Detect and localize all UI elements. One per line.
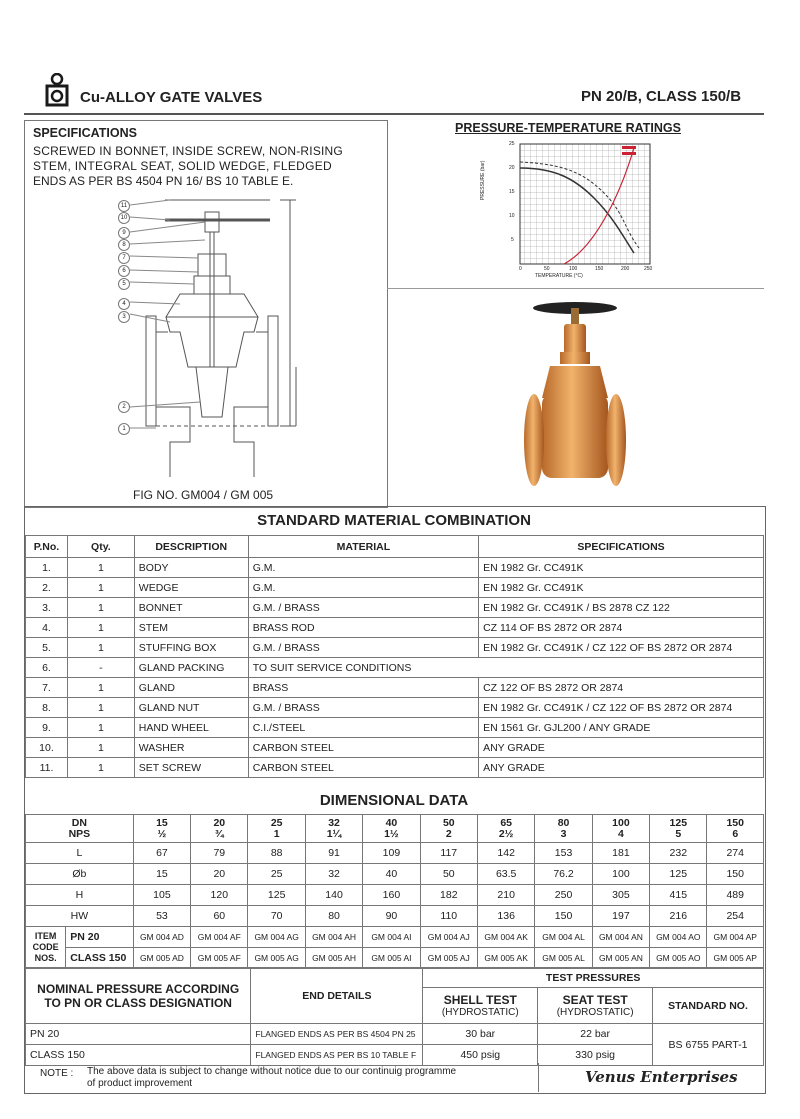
table-row	[26, 598, 764, 618]
dim-value: 125	[248, 885, 305, 906]
chart-ytick: 5	[511, 237, 514, 243]
item-code: GM 005 AI	[363, 948, 420, 969]
cell-description: BODY	[134, 558, 248, 578]
cell-description: WASHER	[134, 738, 248, 758]
table-row	[26, 864, 764, 885]
item-code: GM 004 AI	[363, 927, 420, 948]
cell-qty: 1	[67, 738, 134, 758]
item-code: GM 004 AH	[305, 927, 362, 948]
table-row	[26, 718, 764, 738]
ratings-divider	[387, 288, 764, 289]
standard-no-value: BS 6755 PART-1	[653, 1024, 764, 1066]
cell-material: G.M. / BRASS	[248, 598, 478, 618]
table-row	[26, 885, 764, 906]
cell-pno: 8.	[26, 698, 68, 718]
spec-line: STEM, INTEGRAL SEAT, SOLID WEDGE, FLEDGED	[33, 159, 333, 173]
item-code: GM 005 AD	[133, 948, 190, 969]
dim-value: 254	[707, 906, 764, 927]
cell-pno: 5.	[26, 638, 68, 658]
dim-value: 50	[420, 864, 477, 885]
dim-value: 90	[363, 906, 420, 927]
cell-description: GLAND	[134, 678, 248, 698]
nps-value: 5	[675, 827, 682, 840]
note-divider	[538, 1063, 539, 1092]
nps-value: 1	[273, 827, 280, 840]
nominal-value: PN 20	[26, 1024, 251, 1045]
cell-pno: 1.	[26, 558, 68, 578]
item-code: GM 005 AO	[650, 948, 707, 969]
dim-value: 216	[650, 906, 707, 927]
table-row	[26, 678, 764, 698]
dim-value: 79	[191, 843, 248, 864]
chart-xlabel: TEMPERATURE (°C)	[535, 273, 583, 279]
nps-value: 1¼	[326, 827, 342, 840]
table-row	[26, 698, 764, 718]
cell-pno: 10.	[26, 738, 68, 758]
dim-label: HW	[26, 906, 134, 927]
item-code: GM 004 AJ	[420, 927, 477, 948]
chart-xtick: 50	[544, 266, 550, 272]
standard-no-heading: STANDARD NO.	[653, 988, 764, 1024]
cell-description: HAND WHEEL	[134, 718, 248, 738]
dim-value: 109	[363, 843, 420, 864]
hydrostatic-label: (HYDROSTATIC)	[441, 1007, 519, 1018]
item-code: GM 004 AL	[535, 927, 592, 948]
dim-value: 415	[650, 885, 707, 906]
cell-specification: CZ 114 OF BS 2872 OR 2874	[479, 618, 764, 638]
material-table	[25, 535, 764, 778]
item-code: GM 005 AJ	[420, 948, 477, 969]
dn-label: DN	[71, 816, 87, 829]
chart-ytick: 10	[509, 213, 515, 219]
table-row	[26, 843, 764, 864]
dn-value: 125	[669, 816, 688, 829]
pressure-class: PN 20/B, CLASS 150/B	[581, 88, 742, 105]
cell-qty: 1	[67, 758, 134, 778]
dim-value: 142	[477, 843, 534, 864]
item-code: GM 005 AL	[535, 948, 592, 969]
cell-material: C.I./STEEL	[248, 718, 478, 738]
spec-line: ENDS AS PER BS 4504 PN 16/ BS 10 TABLE E.	[33, 174, 294, 188]
cell-description: BONNET	[134, 598, 248, 618]
cell-qty: 1	[67, 598, 134, 618]
callout-number: 10	[118, 212, 130, 224]
callout-number: 3	[118, 311, 130, 323]
shell-test-label: SHELL TEST	[443, 993, 517, 1007]
seat-test-value: 22 bar	[538, 1024, 653, 1045]
item-code: GM 004 AP	[707, 927, 764, 948]
table-row	[26, 558, 764, 578]
nominal-value: CLASS 150	[26, 1045, 251, 1066]
dn-nps-header	[26, 815, 134, 843]
cell-material: CARBON STEEL	[248, 738, 478, 758]
seat-test-value: 330 psig	[538, 1045, 653, 1066]
note-text: The above data is subject to change without notice due to our continuig programme	[87, 1066, 457, 1077]
dim-value: 197	[592, 906, 649, 927]
cell-qty: 1	[67, 698, 134, 718]
item-code: GM 004 AN	[592, 927, 649, 948]
cell-pno: 3.	[26, 598, 68, 618]
cell-qty: 1	[67, 578, 134, 598]
callout-number: 9	[118, 227, 130, 239]
dim-value: 274	[707, 843, 764, 864]
cell-specification: CZ 122 OF BS 2872 OR 2874	[479, 678, 764, 698]
ratings-heading: PRESSURE-TEMPERATURE RATINGS	[455, 121, 681, 135]
callout-number: 7	[118, 252, 130, 264]
spec-line: SCREWED IN BONNET, INSIDE SCREW, NON-RISING	[33, 144, 343, 158]
code-row-label: PN 20	[66, 927, 133, 948]
cell-qty: 1	[67, 618, 134, 638]
cell-pno: 7.	[26, 678, 68, 698]
table-row	[26, 578, 764, 598]
dn-value: 25	[270, 816, 283, 829]
dim-value: 136	[477, 906, 534, 927]
callout-number: 8	[118, 239, 130, 251]
dimensional-table	[25, 814, 764, 969]
end-details-heading: END DETAILS	[251, 968, 423, 1024]
shell-test-heading	[423, 988, 538, 1024]
chart-xtick: 200	[621, 266, 630, 272]
figure-number: FIG NO. GM004 / GM 005	[133, 488, 274, 502]
item-code-label: ITEM CODE NOS.	[26, 927, 66, 969]
dimensional-table-title: DIMENSIONAL DATA	[319, 792, 469, 809]
dim-value: 88	[248, 843, 305, 864]
pressure-table	[25, 967, 764, 1066]
dim-value: 91	[305, 843, 362, 864]
cell-qty: 1	[67, 638, 134, 658]
dim-value: 32	[305, 864, 362, 885]
dn-value: 50	[442, 816, 455, 829]
nominal-pressure-heading: NOMINAL PRESSURE ACCORDING TO PN OR CLASS DESIGNATION	[26, 968, 251, 1024]
dim-value: 70	[248, 906, 305, 927]
dim-value: 76.2	[535, 864, 592, 885]
dn-value: 40	[385, 816, 398, 829]
cell-material: CARBON STEEL	[248, 758, 478, 778]
dim-value: 140	[305, 885, 362, 906]
col-header-pno: P.No.	[26, 536, 68, 558]
item-code: GM 004 AK	[477, 927, 534, 948]
table-row	[26, 1024, 764, 1045]
dim-value: 117	[420, 843, 477, 864]
size-col	[477, 815, 534, 843]
table-row	[26, 948, 764, 969]
table-row	[26, 927, 764, 948]
nps-value: ¾	[214, 827, 224, 840]
table-row	[26, 738, 764, 758]
size-col	[248, 815, 305, 843]
callout-number: 11	[118, 200, 130, 212]
dim-value: 120	[191, 885, 248, 906]
code-row-label: CLASS 150	[66, 948, 133, 969]
nps-label: NPS	[68, 827, 91, 840]
cell-description: GLAND PACKING	[134, 658, 248, 678]
dim-value: 40	[363, 864, 420, 885]
dim-value: 25	[248, 864, 305, 885]
cell-qty: 1	[67, 558, 134, 578]
chart-ytick: 25	[509, 141, 515, 147]
size-col	[592, 815, 649, 843]
cell-pno: 11.	[26, 758, 68, 778]
cell-description: STEM	[134, 618, 248, 638]
dim-value: 80	[305, 906, 362, 927]
nps-value: ½	[157, 827, 167, 840]
cell-pno: 4.	[26, 618, 68, 638]
seat-test-heading	[538, 988, 653, 1024]
dim-value: 110	[420, 906, 477, 927]
callout-number: 4	[118, 298, 130, 310]
chart-ytick: 15	[509, 189, 515, 195]
brand-signature: Venus Enterprises	[585, 1068, 738, 1086]
dn-value: 65	[500, 816, 512, 829]
item-code: GM 004 AO	[650, 927, 707, 948]
dim-label: H	[26, 885, 134, 906]
item-code: GM 005 AK	[477, 948, 534, 969]
size-col	[535, 815, 592, 843]
size-col	[191, 815, 248, 843]
dim-value: 53	[133, 906, 190, 927]
table-row	[26, 618, 764, 638]
size-col	[133, 815, 190, 843]
cell-qty: -	[67, 658, 134, 678]
nps-value: 2	[445, 827, 452, 840]
item-code: GM 004 AD	[133, 927, 190, 948]
dim-value: 232	[650, 843, 707, 864]
item-code: GM 005 AN	[592, 948, 649, 969]
item-code: GM 004 AG	[248, 927, 305, 948]
size-col	[650, 815, 707, 843]
cell-material: G.M.	[248, 558, 478, 578]
nps-value: 1½	[384, 827, 399, 840]
ratings-chart	[494, 138, 664, 280]
cell-specification: EN 1982 Gr. CC491K	[479, 558, 764, 578]
chart-ylabel: PRESSURE (bar)	[480, 160, 486, 200]
dim-label: L	[26, 843, 134, 864]
hydrostatic-label: (HYDROSTATIC)	[556, 1007, 634, 1018]
chart-xtick: 150	[595, 266, 604, 272]
cell-specification: ANY GRADE	[479, 738, 764, 758]
chart-xtick: 100	[569, 266, 578, 272]
dim-value: 125	[650, 864, 707, 885]
cell-description: GLAND NUT	[134, 698, 248, 718]
chart-xtick: 250	[644, 266, 653, 272]
material-table-title: STANDARD MATERIAL COMBINATION	[257, 512, 531, 529]
nps-value: 4	[617, 827, 624, 840]
dim-value: 100	[592, 864, 649, 885]
dn-value: 100	[612, 816, 630, 829]
dn-value: 150	[726, 816, 744, 829]
dim-value: 150	[707, 864, 764, 885]
cell-material: BRASS	[248, 678, 478, 698]
cell-specification: EN 1982 Gr. CC491K / CZ 122 OF BS 2872 OR 2874	[479, 698, 764, 718]
callout-number: 5	[118, 278, 130, 290]
cell-pno: 9.	[26, 718, 68, 738]
dim-value: 182	[420, 885, 477, 906]
end-detail-value: FLANGED ENDS AS PER BS 10 TABLE F	[251, 1045, 423, 1066]
end-detail-value: FLANGED ENDS AS PER BS 4504 PN 25	[251, 1024, 423, 1045]
nps-value: 2½	[498, 827, 514, 840]
cell-specification: EN 1982 Gr. CC491K / CZ 122 OF BS 2872 OR 2874	[479, 638, 764, 658]
header-divider	[24, 113, 764, 115]
cell-material: G.M. / BRASS	[248, 698, 478, 718]
dim-value: 15	[133, 864, 190, 885]
dim-value: 153	[535, 843, 592, 864]
item-code: GM 005 AF	[191, 948, 248, 969]
dim-value: 305	[592, 885, 649, 906]
cell-specification: EN 1982 Gr. CC491K	[479, 578, 764, 598]
chart-xtick: 0	[519, 266, 522, 272]
dim-value: 210	[477, 885, 534, 906]
cell-description: STUFFING BOX	[134, 638, 248, 658]
callout-number: 1	[118, 423, 130, 435]
cell-specification: ANY GRADE	[479, 758, 764, 778]
dim-value: 105	[133, 885, 190, 906]
dim-value: 489	[707, 885, 764, 906]
size-col	[707, 815, 764, 843]
item-code: GM 005 AP	[707, 948, 764, 969]
specifications-heading: SPECIFICATIONS	[33, 126, 137, 140]
seat-test-label: SEAT TEST	[562, 993, 628, 1007]
cell-material: BRASS ROD	[248, 618, 478, 638]
cell-material: TO SUIT SERVICE CONDITIONS	[248, 658, 763, 678]
cell-specification: EN 1561 Gr. GJL200 / ANY GRADE	[479, 718, 764, 738]
nps-value: 6	[732, 827, 739, 840]
size-col	[363, 815, 420, 843]
table-row	[26, 906, 764, 927]
company-logo-icon	[43, 73, 71, 107]
shell-test-value: 30 bar	[423, 1024, 538, 1045]
nps-value: 3	[560, 827, 567, 840]
material-rows	[26, 558, 764, 778]
dim-value: 181	[592, 843, 649, 864]
table-row	[26, 658, 764, 678]
cell-qty: 1	[67, 718, 134, 738]
cell-pno: 6.	[26, 658, 68, 678]
dim-value: 250	[535, 885, 592, 906]
col-header-material: MATERIAL	[248, 536, 478, 558]
size-col	[420, 815, 477, 843]
cell-material: G.M. / BRASS	[248, 638, 478, 658]
dn-value: 80	[557, 816, 570, 829]
test-pressures-heading: TEST PRESSURES	[423, 968, 764, 988]
dim-value: 67	[133, 843, 190, 864]
cell-description: SET SCREW	[134, 758, 248, 778]
cell-description: WEDGE	[134, 578, 248, 598]
col-header-qty: Qty.	[67, 536, 134, 558]
dim-label: Øb	[26, 864, 134, 885]
dn-value: 15	[156, 816, 168, 829]
size-col	[305, 815, 362, 843]
dim-value: 63.5	[477, 864, 534, 885]
chart-ytick: 20	[509, 165, 515, 171]
dn-value: 32	[328, 816, 340, 829]
dim-value: 160	[363, 885, 420, 906]
callout-number: 6	[118, 265, 130, 277]
table-row	[26, 638, 764, 658]
cell-material: G.M.	[248, 578, 478, 598]
cell-qty: 1	[67, 678, 134, 698]
page-title: Cu-ALLOY GATE VALVES	[80, 89, 263, 106]
cell-pno: 2.	[26, 578, 68, 598]
valve-section-drawing	[110, 192, 310, 482]
valve-photo	[520, 298, 630, 498]
item-code: GM 005 AG	[248, 948, 305, 969]
item-code: GM 005 AH	[305, 948, 362, 969]
dim-value: 60	[191, 906, 248, 927]
dim-value: 20	[191, 864, 248, 885]
dn-value: 20	[213, 816, 226, 829]
shell-test-value: 450 psig	[423, 1045, 538, 1066]
col-header-description: DESCRIPTION	[134, 536, 248, 558]
note-label: NOTE :	[40, 1068, 74, 1079]
col-header-specifications: SPECIFICATIONS	[479, 536, 764, 558]
note-text: of product improvement	[87, 1078, 193, 1089]
table-row	[26, 758, 764, 778]
item-code: GM 004 AF	[191, 927, 248, 948]
dim-value: 150	[535, 906, 592, 927]
callout-number: 2	[118, 401, 130, 413]
cell-specification: EN 1982 Gr. CC491K / BS 2878 CZ 122	[479, 598, 764, 618]
